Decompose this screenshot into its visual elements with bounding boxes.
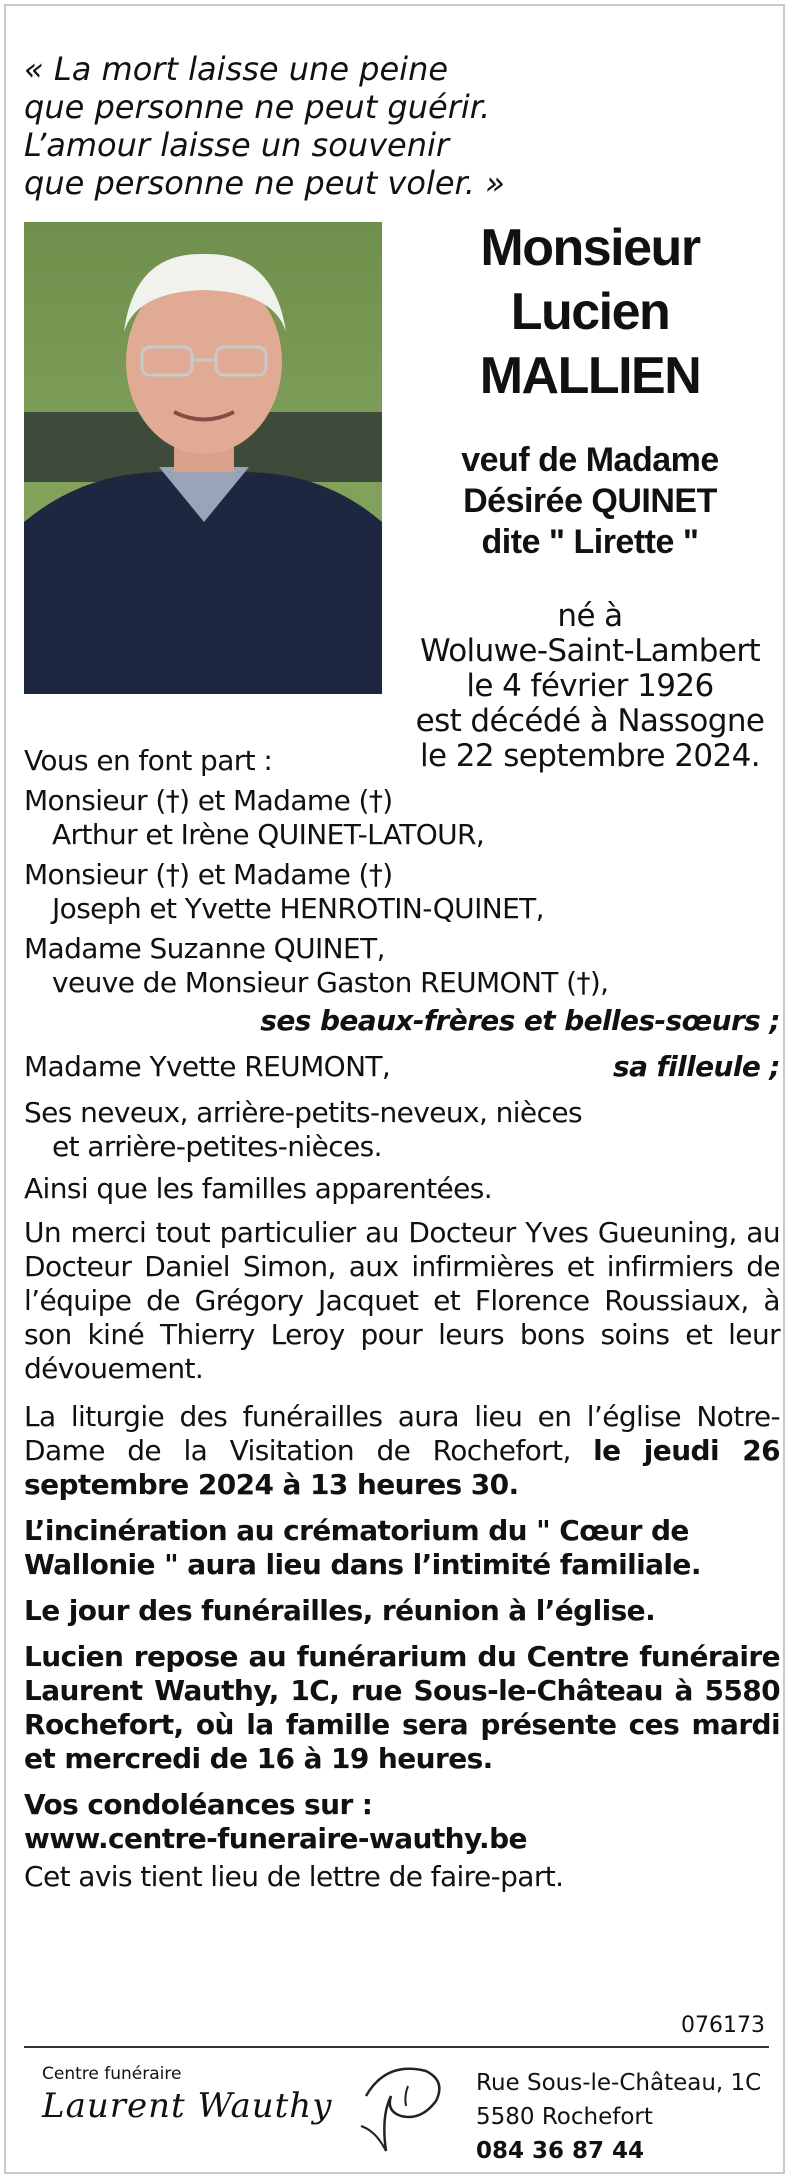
- announce-line: Vous en font part :: [24, 744, 273, 777]
- quote-line: que personne ne peut guérir.: [24, 88, 491, 126]
- widow-info: [404, 440, 776, 563]
- widow-line: veuf de Madame: [461, 441, 719, 479]
- goddaughter-row: [24, 1050, 780, 1084]
- family-line: veuve de Monsieur Gaston REUMONT (†),: [52, 966, 609, 999]
- notice-line: Cet avis tient lieu de lettre de faire-part.: [24, 1860, 564, 1893]
- family-line: Monsieur (†) et Madame (†): [24, 784, 393, 817]
- birth-line: est décédé à Nassogne: [415, 703, 765, 739]
- family-section: [24, 744, 780, 1894]
- portrait-photo: [24, 222, 382, 694]
- goddaughter-relation: sa filleule ;: [613, 1050, 780, 1083]
- quote-line: « La mort laisse une peine: [24, 50, 449, 88]
- cremation-paragraph: L’incinération au crématorium du " Cœur de Wallonie " aura lieu dans l’intimité familiale.: [24, 1514, 701, 1581]
- condolences-url[interactable]: www.centre-funeraire-wauthy.be: [24, 1822, 527, 1855]
- family-entry: [24, 784, 780, 852]
- family-entry: [24, 858, 780, 926]
- widow-line: Désirée QUINET: [463, 482, 717, 520]
- address-line: 5580 Rochefort: [476, 2104, 653, 2130]
- birth-line: le 22 septembre 2024.: [420, 738, 760, 774]
- nephews-line: Ses neveux, arrière-petits-neveux, nièces: [24, 1096, 582, 1129]
- quote-line: que personne ne peut voler. »: [24, 164, 505, 202]
- deceased-name: Lucien MALLIEN: [479, 283, 701, 405]
- obituary-page: [4, 4, 785, 2174]
- family-line: Arthur et Irène QUINET-LATOUR,: [52, 818, 485, 851]
- deceased-header: [404, 216, 776, 774]
- quote: [24, 50, 544, 202]
- reference-number: 076173: [681, 2013, 765, 2038]
- liturgy-paragraph: [24, 1400, 780, 1502]
- funeral-home-brand: [42, 2064, 342, 2126]
- calla-lily-logo-icon: [346, 2056, 456, 2156]
- footer-divider: [24, 2046, 769, 2048]
- widow-line: dite " Lirette ": [481, 523, 699, 561]
- meeting-line: Le jour des funérailles, réunion à l’église.: [24, 1594, 656, 1627]
- birth-line: né à: [557, 598, 623, 634]
- condolences-label: Vos condoléances sur :: [24, 1788, 373, 1821]
- family-line: Monsieur (†) et Madame (†): [24, 858, 393, 891]
- birth-line: Woluwe-Saint-Lambert: [419, 633, 761, 669]
- family-line: Joseph et Yvette HENROTIN-QUINET,: [52, 892, 544, 925]
- thanks-paragraph: Un merci tout particulier au Docteur Yves Gueuning, au Docteur Daniel Simon, aux infirmières et infirmiers de l’équipe de Grégory Jacquet et Florence Roussiaux, à son kiné Thierry Leroy pour leurs bons soins et leur dévouement.: [24, 1216, 780, 1385]
- in-laws-relation: ses beaux-frères et belles-sœurs ;: [260, 1004, 780, 1037]
- funeral-home-name: Laurent Wauthy: [42, 2086, 333, 2126]
- families-line: Ainsi que les familles apparentées.: [24, 1172, 493, 1205]
- address-line: Rue Sous-le-Château, 1C: [476, 2070, 762, 2096]
- family-line: Madame Suzanne QUINET,: [24, 932, 385, 965]
- phone-number[interactable]: 084 36 87 44: [476, 2138, 645, 2164]
- liturgy-text: La liturgie des funérailles aura lieu en l’église Notre-Dame de la Visitation de Rochefort,: [24, 1400, 780, 1467]
- liturgy-date: le jeudi 26 septembre 2024 à 13 heures 30.: [24, 1434, 780, 1501]
- family-entry: [24, 932, 780, 1000]
- nephews-line: et arrière-petites-nièces.: [52, 1130, 382, 1163]
- funeral-home-contact: [476, 2066, 776, 2168]
- deceased-title: Monsieur: [480, 219, 700, 277]
- birth-line: le 4 février 1926: [466, 668, 714, 704]
- funeral-home-label: Centre funéraire: [42, 2064, 182, 2084]
- quote-line: L’amour laisse un souvenir: [24, 126, 450, 164]
- repose-paragraph: Lucien repose au funérarium du Centre funéraire Laurent Wauthy, 1C, rue Sous-le-Château à 5580 Rochefort, où la famille sera présente ces mardi et mercredi de 16 à 19 heures.: [24, 1640, 780, 1775]
- goddaughter-name: Madame Yvette REUMONT,: [24, 1050, 391, 1083]
- nephews-entry: [24, 1096, 780, 1164]
